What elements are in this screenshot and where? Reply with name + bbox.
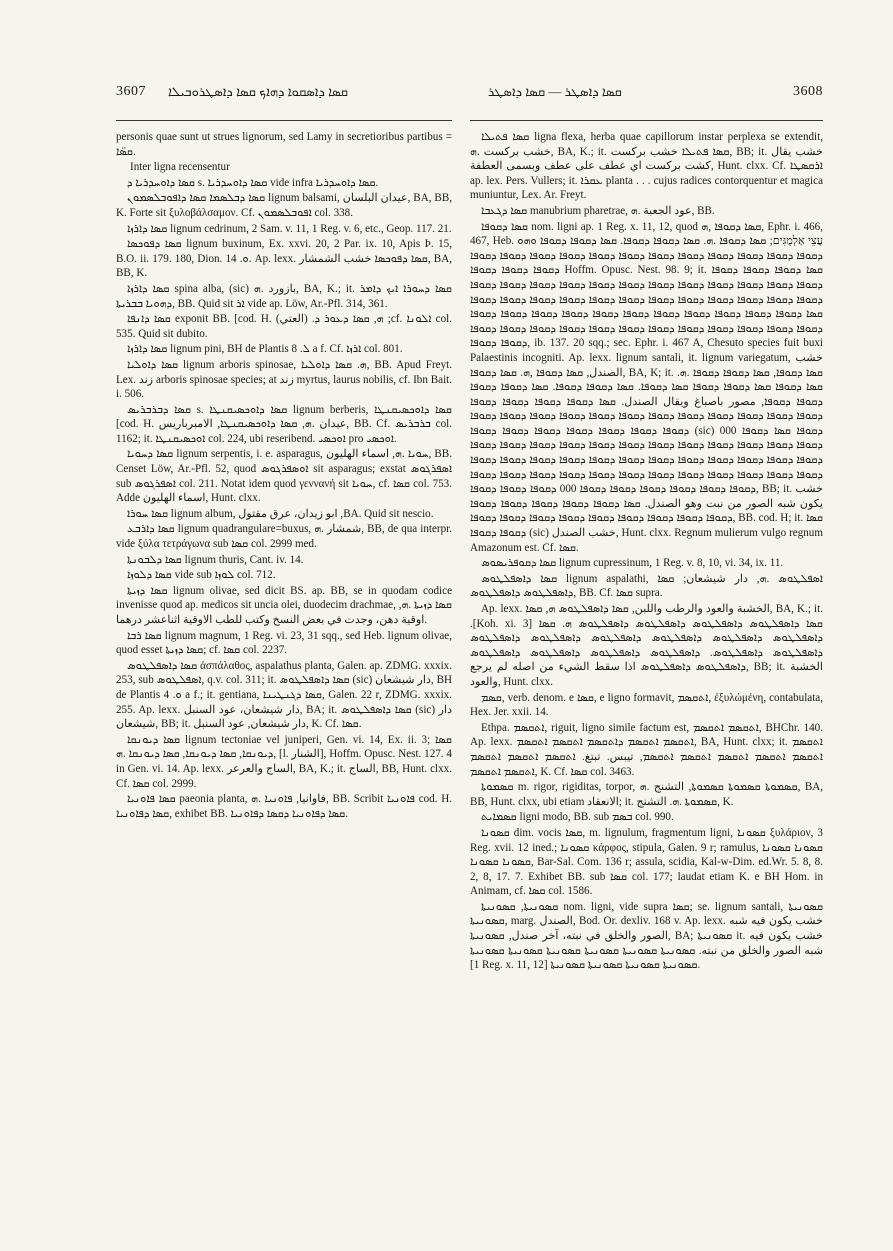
dictionary-entry: ܩܣܘܢܝܬܐ, ܩܣܘܢܝܬܐ nom. ligni, vide supra ܩܣܐ; se. lignum santali, ܩܣܘܢܝܬܐ ܩܣܘܢܝܬܐ, marg. الصندل, Bod. Or. dexliv. 168 v. Ap. lexx. خشب يكون فيه شبه الصور والخلق في نبته، آخر صندل, ܩܣܘܢܝܬܐ, BA; ܩܣܘܢܝܬܐ it. خشب يكون فيه شبه الصور والخلق من نبته. ܩܣܘܢܝܬܐ ܩܣܘܢܝܬܐ ܩܣܘܢܝܬܐ ܩܣܘܢܝܬܐ ܩܣܘܢܝܬܐ ܩܣܘܢܝܬܐ [1 Reg. x. 11, 12] ܩܣܘܢܝܬܐ ܩܣܘܢܝܬܐ ܩܣܘܢܝܬܐ ܩܣܘܢܝܬܐ. bbox=[470, 900, 824, 972]
right-column bbox=[470, 130, 823, 974]
dictionary-entry: ܩܣܐ ܕܒܪܒܪܝܣ s. ܩܣܐ ܕܐܘܟܣܝܩܢܛܐ lignum berberis, ܩܣܐ ܕܐܘܟܣܝܩܢܛܐ [cod. H. عيدان .ܗ, ܩܣܐ ܕܐܘܟܣܝܩܢܛܐ, الامبرباريس, BB. Cf. ܒܪܒܪܝܣ col. 1162; it. ܐܘܟܣܝܩܢܛܐ col. 224, ubi reseribend. ܐܘܟܣܝ pro ܐܘܟܣܝ. bbox=[116, 403, 452, 445]
left-page-number: 3607 bbox=[116, 84, 146, 99]
dictionary-entry: ܩܣܐ ܕܠܒܘܢܬܐ lignum thuris, Cant. iv. 14. bbox=[127, 553, 304, 566]
dictionary-entry: ܩܣܐ ܕܐܪܙܐ lignum cedrinum, 2 Sam. v. 11, 1 Reg. v. 6, etc., Geop. 117. 21. bbox=[127, 222, 452, 235]
left-header-rule bbox=[116, 120, 452, 121]
dictionary-entry: ܩܣܡܘܬܐ m. rigor, rigiditas, torpor, ܩܣܡܘܬܐ ܩܣܡܘܬܐ ܩܣܡܘܬܐ, التشنج .ܗ, BA, BB, Hunt. clxx, ubi etiam الانعقاد; it. ܩܣܡܘܬܐ .ܗ. التشنج, K. bbox=[470, 781, 823, 808]
dictionary-entry: ܩܣܐ ܕܐܣܦܠܛܘܣ lignum aspalathi, ܐܣܦܠܛܘܣ .ܗ, دار شيشعان; ܩܣܐ ܕܐܣܦܠܛܘܣ ܕܐܣܦܠܛܘܣ, BB. Cf. ܩܣܐ supra. bbox=[470, 572, 823, 600]
dictionary-entry: ܩܣܐ ܕܙܝܬܐ lignum olivae, sed dicit BS. ap. BB, se in quodam codice invenisse quod ap. medicos sit uncia olei, duodecim drachmae, ܩܣܐ ܕܙܝܬܐ .ܗ, اوقية دهن، وجدت في بعض النسخ وكتب للطب الاوقية اثناعشر درهما. bbox=[116, 584, 452, 626]
left-column bbox=[116, 130, 452, 822]
dictionary-entry: ܩܣܐ ܕܐܘܚܕܪܝܐ ܕ s. ܩܣܐ ܕܐܘܚܕܪܝܐ vide infra ܩܣܐ ܕܐܘܚܕܪܝܐ. bbox=[127, 176, 379, 189]
dictionary-entry: personis quae sunt ut strues lignorum, sed Lamy in secretioribus partibus = ܩܣ̈ܐ. bbox=[116, 131, 452, 158]
right-page-number: 3608 bbox=[793, 84, 823, 99]
dictionary-entry: ܩܣܐ ܕܚܘܝܐ lignum serpentis, i. e. asparagus, ܚܘܝܐ .ܗ, اسماء الهليون, BB. Censet Löw, Ar.-Pfl. 52, quod ܐܘܣܦܪܓܘܣ sit asparagus; exstat ܐܣܦܪܓܘܣ sub ܐܣܦܪܓܘܣ col. 211. Notat idem quod γεννανή sit ܚܘܝܐ, cf. ܩܣܐ col. 753. Adde اسماء الهليون, Hunt. clxx. bbox=[116, 448, 453, 505]
dictionary-entry: ܩܣܐ ܕܐܪܙܐ lignum pini, BH de Plantis ܠ. 8 a f. Cf. ܐܪܙܐ col. 801. bbox=[127, 343, 403, 356]
dictionary-entry: ܩܣܐ ܕܓܥܒܐ manubrium pharetrae, عود الجعبة .ܗ, BB. bbox=[481, 204, 715, 217]
dictionary-entry: ܩܣܐ ܦܬܝܠܐ ligna flexa, herba quae capillorum instar perplexa se extendit, خشب بركست .ܗ, BA, K.; it. ܩܣܐ ܦܬܝܠܐ خشب بركست, BB; it. خشب يقال كشت بركست اي عطف على عطف وبسمى العطفة, Hunt. clxx. Cf. ܐܪܩܣܛܐ ap. lex. Pers. Vullers; it. ܥܩܪܐ planta . . . cujus radices contorquentur et magica muniuntur, Lex. Ar. Freyt. bbox=[470, 131, 824, 202]
dictionary-entry: ܩܣܐ ܚܘܪܐ lignum album, ابو زيدان، عرق مقتول ,BA. Quid sit nescio. bbox=[127, 507, 434, 520]
page-header bbox=[116, 84, 823, 114]
dictionary-entry: Ethpa. ܐܬܩܣܡ, riguit, ligno simile factum est, ܐܬܩܣܡ ܐܬܩܣܡ, BHChr. 140. Ap. lexx. ܐܬܩܣܡ ܐܬܩܣܡ ܕܐܬܩܣܡ ܐܬܩܣܡ ܐܬܩܣܡ, BA, Hunt. clxx; it. ܐܬܩܣܡ ܐܬܩܣܡ ܐܬܩܣܡ ܐܬܩܣܡ ܐܬܩܣܡ ܐܬܩܣܡ, تيبس. تبتغ. ܐܬܩܣܡ ܐܬܩܣܡ ܐܬܩܣܡ ܐܬܩܣܡ ܐܬܩܣܡ, K. Cf. ܩܣܐ col. 3463. bbox=[470, 721, 823, 778]
dictionary-entry: ܩܣܐ ܕܩܘܦܐ nom. ligni ap. 1 Reg. x. 11, 12, quod ܩܣܐ ܕܩܘܦܐ ,ܗ, Ephr. i. 466, 467, Heb. עֲצֵי אַלְמֻגִּים; ܩܣܐ ܕܩܘܦܐ .ܗ. ܩܣܐ ܕܩܘܦܐ ܕܩܘܦܐ. ܩܣܐ ܕܩܘܦܐ ܕܩܘܦܐ ܘܗܘ ܕܩܘܦܐ ܕܩܘܦܐ ܕܩܘܦܐ ܕܩܘܦܐ ܕܩܘܦܐ ܕܩܘܦܐ ܕܩܘܦܐ ܕܩܘܦܐ ܕܩܘܦܐ ܕܩܘܦܐ ܕܩܘܦܐ ܕܩܘܦܐ ܕܩܘܦܐ ܕܩܘܦܐ ܕܩܘܦܐ Hoffm. Opusc. Nest. 98. 9; it. ܩܣܐ ܕܩܘܦܐ ܕܩܘܦܐ ܕܩܘܦܐ ܕܩܘܦܐ ܕܩܘܦܐ ܕܩܘܦܐ ܕܩܘܦܐ ܕܩܘܦܐ ܕܩܘܦܐ ܕܩܘܦܐ ܕܩܘܦܐ ܕܩܘܦܐ ܕܩܘܦܐ ܕܩܘܦܐ ܕܩܘܦܐ ܕܩܘܦܐ ܕܩܘܦܐ ܕܩܘܦܐ ܕܩܘܦܐ ܕܩܘܦܐ ܕܩܘܦܐ ܕܩܘܦܐ ܕܩܘܦܐ ܕܩܘܦܐ ܕܩܘܦܐ ܕܩܘܦܐ ܕܩܘܦܐ ܩܣܐ ܕܩܘܦܐ ܕܩܘܦܐ ܕܩܘܦܐ ܕܩܘܦܐ ܕܩܘܦܐ ܕܩܘܦܐ ܕܩܘܦܐ ܕܩܘܦܐ ܕܩܘܦܐ ܕܩܘܦܐ ܕܩܘܦܐ ܕܩܘܦܐ ܕܩܘܦܐ ܕܩܘܦܐ ܕܩܘܦܐ ܕܩܘܦܐ ܕܩܘܦܐ ܕܩܘܦܐ ܕܩܘܦܐ ܕܩܘܦܐ ܕܩܘܦܐ ܕܩܘܦܐ ܕܩܘܦܐ ܕܩܘܦܐ ܕܩܘܦܐ, ib. 137. 20 sqq.; sec. Ephr. i. 467 A, Chesuto species fuit buxi Palaestinis incogniti. Ap. lexx. lignum santali, it. lignum variegatum, خشب الصندل, ܩܣܐ ܕܩܘܦܐ ,ܗ. ܩܣܐ ܕܩܘܦܐ, BA, K; it. ܩܣܐ ܕܩܘܦܐ, ܩܣܐ ܕܩܘܦܐ ܕܩܘܦܐ .ܗ. ܩܣܐ ܕܩܘܦܐ ܩܣܐ ܕܩܘܦܐ ܕܩܘܦܐ ܩܣܐ ܕܩܘܦܐ. ܩܣܐ ܕܩܘܦܐ ܕܩܘܦܐ. ܩܣܐ ܕܩܘܦܐ ܕܩܘܦܐ ܕܩܘܦܐ ܕܩܘܦܐ, مصور باصباغ ويقال الصندل. ܩܣܐ ܕܩܘܦܐ ܕܩܘܦܐ ܕܩܘܦܐ ܕܩܘܦܐ ܕܩܘܦܐ ܕܩܘܦܐ ܕܩܘܦܐ ܕܩܘܦܐ ܕܩܘܦܐ ܕܩܘܦܐ ܕܩܘܦܐ ܕܩܘܦܐ ܕܩܘܦܐ ܕܩܘܦܐ ܕܩܘܦܐ ܕܩܘܦܐ ܕܩܘܦܐ ܕܩܘܦܐ ܕܩܘܦܐ ܕܩܘܦܐ ܕܩܘܦܐ ܕܩܘܦܐ ܕܩܘܦܐ (sic) ܕܩܘܦܐ ܩܣܐ ܕܩܘܦܐ 000 ܕܩܘܦܐ ܕܩܘܦܐ ܕܩܘܦܐ ܕܩܘܦܐ ܕܩܘܦܐ ܕܩܘܦܐ ܕܩܘܦܐ ܕܩܘܦܐ ܕܩܘܦܐ ܕܩܘܦܐ ܕܩܘܦܐ ܕܩܘܦܐ ܕܩܘܦܐ ܕܩܘܦܐ ܕܩܘܦܐ ܕܩܘܦܐ ܕܩܘܦܐ ܕܩܘܦܐ ܕܩܘܦܐ ܕܩܘܦܐ ܕܩܘܦܐ ܕܩܘܦܐ ܕܩܘܦܐ ܕܩܘܦܐ ܕܩܘܦܐ ܕܩܘܦܐ ܕܩܘܦܐ ܕܩܘܦܐ ܕܩܘܦܐ ܕܩܘܦܐ ܕܩܘܦܐ ܕܩܘܦܐ ܕܩܘܦܐ ܕܩܘܦܐ ܕܩܘܦܐ ܕܩܘܦܐ ܕܩܘܦܐ ܕܩܘܦܐ ܕܩܘܦܐ ܕܩܘܦܐ ܕܩܘܦܐ ܕܩܘܦܐ 000 ܕܩܘܦܐ ܕܩܘܦܐ ܕܩܘܦܐ, BB; it. خشب يكون شبه الصور من نبت وهو الصندل. ܩܣܐ ܕܩܘܦܐ ܕܩܘܦܐ ܕܩܘܦܐ ܕܩܘܦܐ ܕܩܘܦܐ ܕܩܘܦܐ ܕܩܘܦܐ ܕܩܘܦܐ ܕܩܘܦܐ ܕܩܘܦܐ ܕܩܘܦܐ ܕܩܘܦܐ ܕܩܘܦܐ ܕܩܘܦܐ, BB. cod. H; it. ܩܣܐ ܕܩܘܦܐ ܕܩܘܦܐ (sic) خشب الصندل, Hunt. clxx. Regnum mulierum vulgo regnum Amazonum est. Cf. ܩܣܐ. bbox=[470, 220, 824, 554]
dictionary-entry: ܩܣܐ ܕܐܘܠܝܐ lignum arboris spinosae, ܗ. ܩܣܐ ܕܐܘܠܝܐ, BB. Apud Freyt. Lex. زند arboris spinosae species; at زند myrtus, laurus nobilis, cf. Ibn Bait. i. 506. bbox=[116, 358, 453, 401]
dictionary-entry: ܩܣܐ ܕܒܠܣܡܐ ܩܣܐ ܕܐܦܘܒܠܣܡܘܢ lignum balsami, عيدان البلسان, BA, BB, K. Forte sit ξυλοβάλσαμον. Cf. ܐܦܘܒܠܣܡܘܢ col. 338. bbox=[116, 192, 453, 219]
dictionary-entry: ܩܣܘܢܐ dim. vocis ܩܣܐ, m. lignulum, fragmentum ligni, ܩܣܘܢܐ ξυλάριον, 3 Reg. xvii. 12 ined.; ܩܣܘܢܐ κάρφος, stipula, Galen. 9 r; ramulus, ܩܣܘܢܐ ܩܣܘܢܐ ܩܣܘܢܐ ܩܣܘܢܐ, Bar-Sal. Com. 136 r; assula, scidia, Kal-w-Dim. ed.Wr. 5. 8, 8. 2, 8, 17. 7. Exhibet BB. sub ܩܣܐ col. 177; laudat etiam K. e BH Hom. in Animam, cf. ܩܣܐ col. 1586. bbox=[470, 826, 823, 898]
dictionary-entry: ܩܣܐ ܕܐܪܙܐ spina alba, (sic) بازورد .ܗ, BA, K.; it. ܩܣܐ ܕܚܘܪܐ ܐܝܟ ܕܐܡܪ ܕܗܘܝܐ ܒܒܪܝܬܐ, BB. Quid sit ܐܪ vide ap. Löw, Ar.-Pfl. 314, 361. bbox=[116, 282, 452, 310]
dictionary-entry: ܩܣܐ ܦܐܘܢܝܐ paeonia planta, فاوانيا, ܦܐܘܢܝܐ .ܗ, BB. Scribit ܦܐܘܢܝܐ cod. H. ܩܣܐ ܕܦܐܘܢܝܐ, exhibet BB. ܩܣܐ ܕܦܐܘܢܝܐ ܕܩܣܐ ܕܦܐܘܢܝܐ. bbox=[116, 793, 452, 820]
dictionary-entry: ܩܣܡܐܝܬ ligni modo, BB. sub ܒܣܡ col. 990. bbox=[481, 811, 674, 824]
dictionary-entry: Ap. lexx. الخشبة والعود والرطب واللبن, ܩܣܐ ܕܐܣܦܠܛܘܣ ܗ, ܩܣܐ, BA, K.; it. .[Koh. xi. 3] ܩܣܐ ܕܐܣܦܠܛܘܣ ܕܐܣܦܠܛܘܣ ܕܐܣܦܠܛܘܣ ܕܐܣܦܠܛܘܣ ܗ. ܩܣܐ ܕܐܣܦܠܛܘܣ ܕܐܣܦܠܛܘܣ ܕܐܣܦܠܛܘܣ ܕܐܣܦܠܛܘܣ ܕܐܣܦܠܛܘܣ ܕܐܣܦܠܛܘܣ ܕܐܣܦܠܛܘܣ ܕܐܣܦܠܛܘܣ. ܕܐܣܦܠܛܘܣ ܕܐܣܦܠܛܘܣ ܕܐܣܦܠܛܘܣ ܕܐܣܦܠܛܘܣ ܕܐܣܦܠܛܘܣ ܕܐܣܦܠܛܘܣ اذا سقط الشيء من اصله لم يرجع, BB; it. الخشبة والعود, Hunt. clxx. bbox=[470, 603, 824, 688]
dictionary-entry: ܩܣܐ ܕܐܪܒܥ lignum quadrangulare=buxus, شمشار .ܗ, BB, de qua interpr. vide ξύλα τετράγωνα sub ܩܣܐ col. 2999 med. bbox=[116, 523, 452, 551]
dictionary-entry: ܩܣܐ ܕܐܣܦܠܛܘܣ ἀσπάλαθος, aspalathus planta, Galen. ap. ZDMG. xxxix. 253, sub ܐܣܦܠܛܘܣ, q.v. col. 311; it. ܩܣܐ ܕܐܣܦܠܛܘܣ (sic) دار شيشعان, BH de Plantis ܘ. 4 a f.; it. gentiana, ܩܣܐ ܕܓܢܛܝܢܐ, Galen. 22 r, ZDMG. xxxix. 255. Ap. lexx. دار شيشعان، عود السنبل, BA; it. ܩܣܐ ܕܐܣܦܠܛܘܣ (sic) دار شيشعان, BB; it. دار شيشعان, عود السنبل, K. Cf. ܩܣܐ. bbox=[116, 659, 453, 731]
dictionary-entry: ܩܣܐ ܕܩܘܦܪܝܣܘܣ lignum cupressinum, 1 Reg. v. 8, 10, vi. 34, ix. 11. bbox=[481, 557, 784, 570]
dictionary-entry: ܩܣܐ ܪܒܐ lignum magnum, 1 Reg. vi. 23, 31 sqq., sed Heb. lignum olivae, quod esset ܩܣܐ ܕܙܝܬܐ; cf. ܩܣܐ col. 2237. bbox=[116, 629, 452, 657]
dictionary-entry: ܩܣܐ ܕܐܢܦܐ exponit BB. [cod. H. (العتي) .ܗ, ܩܣܐ ܕܥܘܪ ܕ ;cf. ܐܠܘܢܐ col. 535. Quid sit dubito. bbox=[116, 313, 452, 340]
dictionary-entry: ܩܣܐ ܕܦܘܟܣܐ lignum buxinum, Ex. xxvi. 20, 2 Par. ix. 10, Apis Ϸ. 15, B.O. ii. 179. 180, Dion. ܘ. 14. Ap. lexx. ܩܣܐ ܕܦܘܟܣܐ خشب الشمشار, BA, BB, K. bbox=[116, 238, 452, 280]
left-running-title: ܩܣܐ ܕܐܣܩܘܐ ܕܗܐܟ ܩܣܐ ܕܐܣܛܪܘܒܝܠܐ bbox=[168, 84, 348, 99]
dictionary-entry: ܩܣܡ, verb. denom. e ܩܣܐ, e ligno formavit, ܐܬܩܣܡ, ἐξυλώμένη, contabulata, Hex. Jer. xxii. 14. bbox=[470, 691, 824, 719]
dictionary-entry: Inter ligna recensentur bbox=[130, 161, 230, 174]
right-running-title: ܩܣܐ ܕܐܣܛܪ — ܩܣܐ ܕܐܣܛܪ bbox=[488, 84, 622, 99]
dictionary-entry: ܩܣܐ ܕܠܘܙܐ vide sub ܠܘܙܐ col. 712. bbox=[127, 569, 276, 582]
dictionary-entry: ܩܣܐ ܕܝܘܢܩܐ lignum tectoniae vel juniperi, Gen. vi. 14, Ex. ii. 3; ܩܣܐ ܕܝܘܢܩܐ, ܩܣܐ ܕܝܘܢܩܐ, ܩܣܐ ܕܝܘܢܩܐ .ܗ, [l. الشنار], Hoffm. Opusc. Nest. 127. 4 in Gen. vi. 14. Ap. lexx. الساج والعرعر, BA, K.; it. الساج, BB, Hunt. clxx. Cf. ܩܣܐ col. 2999. bbox=[116, 733, 452, 790]
right-header-rule bbox=[470, 120, 823, 121]
